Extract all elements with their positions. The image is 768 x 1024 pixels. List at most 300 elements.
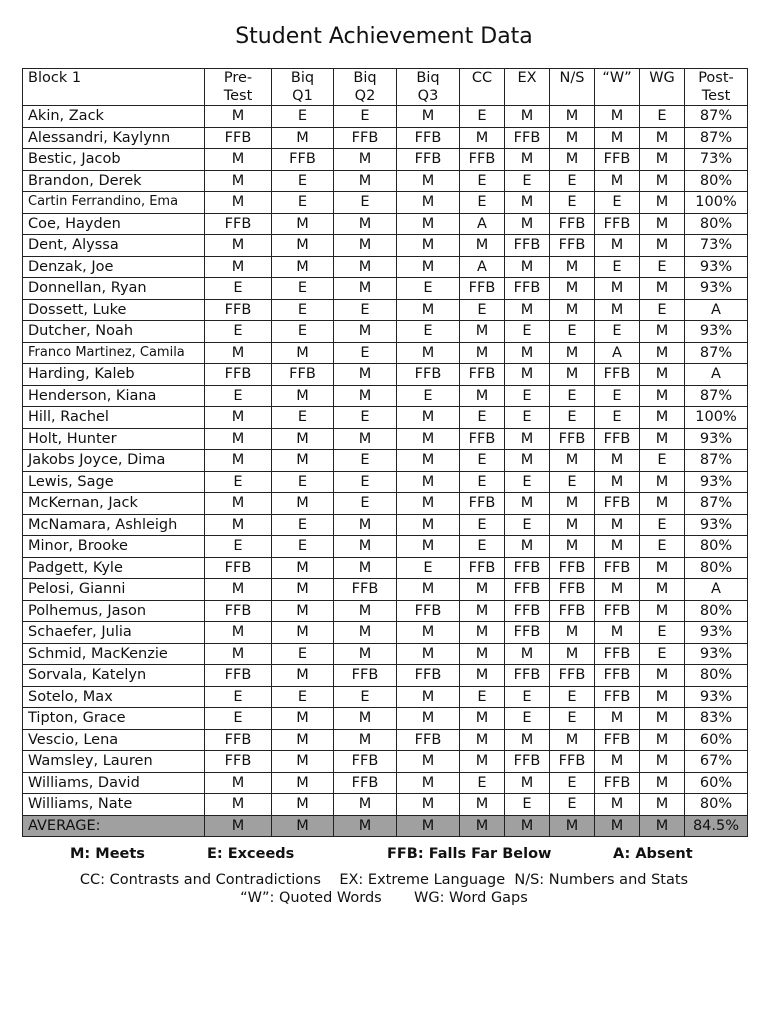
grade-cell: M (397, 514, 460, 536)
column-header (460, 69, 505, 106)
grade-cell: E (334, 471, 397, 493)
column-header-line: WG (649, 70, 675, 86)
post-test-cell: 80% (685, 213, 748, 235)
grade-cell: M (460, 708, 505, 730)
grade-cell: E (272, 643, 334, 665)
student-name: Dossett, Luke (23, 299, 205, 321)
grade-cell: E (460, 536, 505, 558)
grade-cell: FFB (505, 622, 550, 644)
grade-cell: FFB (505, 579, 550, 601)
grade-cell: M (397, 815, 460, 837)
grade-cell: M (505, 815, 550, 837)
grade-cell: A (460, 256, 505, 278)
post-test-cell: 93% (685, 514, 748, 536)
grade-cell: E (550, 170, 595, 192)
grade-cell: E (334, 192, 397, 214)
grade-cell: M (397, 213, 460, 235)
grade-cell: M (397, 428, 460, 450)
post-test-cell: 87% (685, 493, 748, 515)
grade-cell: M (595, 514, 640, 536)
column-header-line: Pre- (223, 70, 253, 86)
grade-cell: M (397, 772, 460, 794)
grade-cell: E (595, 256, 640, 278)
grade-cell: M (334, 321, 397, 343)
grade-cell: M (205, 192, 272, 214)
grade-cell: E (460, 192, 505, 214)
grade-cell: M (272, 600, 334, 622)
grade-cell: M (640, 385, 685, 407)
grade-cell: FFB (460, 428, 505, 450)
student-name: Williams, Nate (23, 794, 205, 816)
grade-cell: M (397, 170, 460, 192)
grade-cell: FFB (460, 364, 505, 386)
grade-cell: E (640, 450, 685, 472)
grade-cell: FFB (550, 235, 595, 257)
grade-cell: M (460, 579, 505, 601)
student-row (23, 149, 748, 171)
grade-cell: E (505, 407, 550, 429)
grade-cell: M (550, 342, 595, 364)
grade-cell: M (460, 794, 505, 816)
grade-cell: M (205, 643, 272, 665)
column-header-line: N/S (559, 70, 585, 86)
grade-cell: M (505, 256, 550, 278)
grade-cell: M (397, 235, 460, 257)
student-row (23, 256, 748, 278)
grade-cell: E (595, 407, 640, 429)
grade-cell: E (640, 536, 685, 558)
student-row (23, 729, 748, 751)
column-header-line: Post- (698, 70, 734, 86)
grade-cell: E (640, 256, 685, 278)
grade-cell: E (205, 321, 272, 343)
post-test-cell: 80% (685, 557, 748, 579)
column-header-line: “W” (602, 70, 632, 86)
legend-absent: A: Absent (613, 846, 693, 862)
student-row (23, 321, 748, 343)
grade-cell: M (334, 256, 397, 278)
post-test-cell: 93% (685, 321, 748, 343)
header-row (23, 69, 748, 106)
grade-cell: M (272, 557, 334, 579)
grade-cell: M (334, 643, 397, 665)
grade-cell: M (505, 364, 550, 386)
grade-cell: M (334, 815, 397, 837)
grade-cell: E (550, 321, 595, 343)
grade-cell: M (505, 192, 550, 214)
grade-cell: M (505, 493, 550, 515)
grade-cell: M (460, 342, 505, 364)
grade-cell: M (205, 794, 272, 816)
student-row (23, 557, 748, 579)
student-row (23, 170, 748, 192)
column-header (550, 69, 595, 106)
grade-cell: E (272, 407, 334, 429)
grade-cell: FFB (334, 579, 397, 601)
post-test-cell: 93% (685, 471, 748, 493)
grade-cell: FFB (397, 665, 460, 687)
grade-cell: E (505, 794, 550, 816)
grade-cell: E (460, 471, 505, 493)
post-test-cell: 100% (685, 192, 748, 214)
grade-cell: M (550, 729, 595, 751)
grade-cell: M (640, 428, 685, 450)
grade-cell: M (205, 815, 272, 837)
grade-cell: E (205, 471, 272, 493)
student-row (23, 622, 748, 644)
grade-cell: FFB (550, 665, 595, 687)
grade-cell: E (505, 514, 550, 536)
student-row (23, 450, 748, 472)
grade-cell: M (460, 127, 505, 149)
grade-cell: M (505, 213, 550, 235)
student-name: Cartin Ferrandino, Ema (23, 192, 205, 214)
grade-cell: E (550, 407, 595, 429)
grade-cell: M (505, 299, 550, 321)
grade-cell: M (595, 235, 640, 257)
grade-cell: M (205, 342, 272, 364)
grade-cell: M (205, 622, 272, 644)
post-test-cell: 73% (685, 149, 748, 171)
column-header-line: Biq (290, 70, 315, 86)
grade-cell: M (595, 708, 640, 730)
student-name: Sorvala, Katelyn (23, 665, 205, 687)
grade-cell: M (550, 643, 595, 665)
grade-cell: M (640, 235, 685, 257)
grade-cell: FFB (205, 557, 272, 579)
grade-cell: M (640, 278, 685, 300)
grade-cell: E (460, 106, 505, 128)
grade-cell: M (334, 149, 397, 171)
grade-cell: E (550, 385, 595, 407)
student-row (23, 428, 748, 450)
grade-cell: M (640, 557, 685, 579)
abbreviations-line-1: CC: Contrasts and Contradictions EX: Extreme Language N/S: Numbers and Stats (79, 872, 689, 888)
grade-cell: FFB (550, 600, 595, 622)
grade-cell: FFB (205, 299, 272, 321)
student-row (23, 665, 748, 687)
post-test-cell: 84.5% (685, 815, 748, 837)
grade-cell: M (640, 364, 685, 386)
student-name: Holt, Hunter (23, 428, 205, 450)
grade-cell: M (205, 450, 272, 472)
grade-cell: M (640, 772, 685, 794)
column-header (595, 69, 640, 106)
post-test-cell: 87% (685, 450, 748, 472)
grade-cell: E (334, 342, 397, 364)
student-name: McNamara, Ashleigh (23, 514, 205, 536)
grade-cell: M (397, 450, 460, 472)
grade-cell: M (272, 127, 334, 149)
student-name: Sotelo, Max (23, 686, 205, 708)
grade-cell: FFB (272, 364, 334, 386)
grade-cell: M (595, 751, 640, 773)
grade-cell: M (640, 751, 685, 773)
grade-cell: M (505, 428, 550, 450)
grade-cell: M (595, 450, 640, 472)
post-test-cell: 93% (685, 643, 748, 665)
grade-cell: M (640, 149, 685, 171)
student-name: Brandon, Derek (23, 170, 205, 192)
grade-cell: FFB (397, 149, 460, 171)
grade-cell: E (272, 278, 334, 300)
student-name: Wamsley, Lauren (23, 751, 205, 773)
grade-cell: E (272, 471, 334, 493)
grade-cell: M (595, 622, 640, 644)
grade-cell: E (334, 493, 397, 515)
grade-cell: M (460, 815, 505, 837)
grade-cell: FFB (505, 665, 550, 687)
grade-cell: E (272, 170, 334, 192)
post-test-cell: 60% (685, 772, 748, 794)
grade-cell: FFB (595, 686, 640, 708)
grade-cell: M (505, 450, 550, 472)
grade-cell: E (460, 299, 505, 321)
grade-cell: E (460, 514, 505, 536)
grade-cell: E (505, 321, 550, 343)
column-header (505, 69, 550, 106)
student-name: Denzak, Joe (23, 256, 205, 278)
column-header-line: Q1 (292, 88, 313, 104)
post-test-cell: 73% (685, 235, 748, 257)
grade-cell: M (397, 579, 460, 601)
grade-cell: FFB (550, 557, 595, 579)
grade-cell: FFB (397, 729, 460, 751)
grade-cell: M (397, 794, 460, 816)
grade-cell: M (272, 213, 334, 235)
page-title: Student Achievement Data (235, 24, 533, 49)
grade-cell: M (640, 815, 685, 837)
post-test-cell: 93% (685, 622, 748, 644)
student-name: Jakobs Joyce, Dima (23, 450, 205, 472)
grade-cell: M (334, 428, 397, 450)
grade-cell: A (595, 342, 640, 364)
legend-exceeds: E: Exceeds (207, 846, 295, 862)
grade-cell: M (272, 450, 334, 472)
student-name: Akin, Zack (23, 106, 205, 128)
grade-cell: FFB (460, 149, 505, 171)
grade-cell: E (595, 192, 640, 214)
grade-cell: M (334, 622, 397, 644)
grade-cell: M (397, 751, 460, 773)
student-name: Vescio, Lena (23, 729, 205, 751)
grade-cell: M (334, 278, 397, 300)
grade-cell: M (640, 686, 685, 708)
grade-cell: E (272, 192, 334, 214)
student-name: Dutcher, Noah (23, 321, 205, 343)
grade-cell: FFB (595, 600, 640, 622)
grade-cell: FFB (550, 751, 595, 773)
grade-cell: E (272, 299, 334, 321)
grade-cell: M (334, 708, 397, 730)
abbreviations-line-2: “W”: Quoted Words WG: Word Gaps (240, 890, 528, 906)
grade-cell: E (460, 686, 505, 708)
grade-cell: FFB (334, 665, 397, 687)
post-test-cell: 93% (685, 686, 748, 708)
grade-cell: E (595, 321, 640, 343)
grade-cell: M (334, 794, 397, 816)
grade-cell: M (272, 235, 334, 257)
grade-cell: FFB (595, 643, 640, 665)
post-test-cell: 87% (685, 385, 748, 407)
post-test-cell: 93% (685, 256, 748, 278)
grade-cell: M (397, 708, 460, 730)
student-name: Bestic, Jacob (23, 149, 205, 171)
grade-cell: FFB (550, 428, 595, 450)
grade-cell: E (272, 106, 334, 128)
student-row (23, 536, 748, 558)
grade-cell: M (640, 213, 685, 235)
grade-cell: M (272, 729, 334, 751)
grade-cell: FFB (595, 772, 640, 794)
grade-cell: E (334, 450, 397, 472)
column-header-line: EX (517, 70, 537, 86)
column-header (23, 69, 205, 106)
student-row (23, 364, 748, 386)
student-name: Minor, Brooke (23, 536, 205, 558)
grade-cell: M (640, 127, 685, 149)
grade-cell: M (272, 665, 334, 687)
student-row (23, 342, 748, 364)
grade-cell: E (550, 192, 595, 214)
grade-cell: M (505, 643, 550, 665)
grade-cell: M (460, 622, 505, 644)
grade-cell: M (272, 342, 334, 364)
post-test-cell: A (685, 364, 748, 386)
column-header (397, 69, 460, 106)
grade-cell: E (397, 278, 460, 300)
grade-cell: M (272, 772, 334, 794)
student-row (23, 794, 748, 816)
grade-cell: FFB (272, 149, 334, 171)
column-header-line: Test (701, 88, 731, 104)
grade-cell: M (595, 794, 640, 816)
grade-cell: FFB (205, 213, 272, 235)
grade-cell: M (460, 385, 505, 407)
grade-cell: A (460, 213, 505, 235)
grade-cell: M (397, 536, 460, 558)
grade-cell: M (640, 192, 685, 214)
grade-cell: M (595, 471, 640, 493)
grade-cell: FFB (397, 600, 460, 622)
grade-cell: M (397, 493, 460, 515)
grade-cell: M (397, 686, 460, 708)
grade-cell: M (397, 299, 460, 321)
grade-cell: M (205, 149, 272, 171)
student-row (23, 385, 748, 407)
grade-cell: M (205, 579, 272, 601)
grade-cell: M (334, 385, 397, 407)
grade-cell: M (460, 665, 505, 687)
grade-cell: M (272, 794, 334, 816)
grade-cell: E (205, 536, 272, 558)
student-row (23, 600, 748, 622)
grade-cell: FFB (205, 127, 272, 149)
grade-cell: M (640, 321, 685, 343)
grade-cell: E (460, 407, 505, 429)
grade-cell: M (460, 600, 505, 622)
grade-cell: M (334, 514, 397, 536)
student-row (23, 106, 748, 128)
grade-cell: M (334, 364, 397, 386)
grade-cell: E (397, 321, 460, 343)
grade-cell: E (272, 686, 334, 708)
grade-cell: E (640, 643, 685, 665)
grade-cell: M (205, 407, 272, 429)
grade-cell: FFB (205, 751, 272, 773)
grade-cell: M (550, 493, 595, 515)
grade-cell: FFB (550, 213, 595, 235)
grade-cell: FFB (397, 364, 460, 386)
post-test-cell: 80% (685, 600, 748, 622)
grade-cell: E (205, 385, 272, 407)
column-header (334, 69, 397, 106)
grade-cell: M (272, 428, 334, 450)
grade-cell: M (550, 514, 595, 536)
grade-cell: M (272, 815, 334, 837)
grade-cell: M (640, 708, 685, 730)
column-header-line: Biq (416, 70, 440, 86)
grade-cell: M (640, 471, 685, 493)
grade-cell: M (205, 256, 272, 278)
column-header (685, 69, 748, 106)
grade-cell: FFB (505, 557, 550, 579)
grade-cell: FFB (205, 729, 272, 751)
grade-cell: M (334, 557, 397, 579)
post-test-cell: 80% (685, 794, 748, 816)
grade-cell: E (640, 622, 685, 644)
column-header-line: Test (223, 88, 253, 104)
student-row (23, 127, 748, 149)
grade-cell: M (640, 600, 685, 622)
student-row (23, 686, 748, 708)
grade-cell: M (334, 170, 397, 192)
grade-cell: M (272, 579, 334, 601)
grade-cell: M (205, 106, 272, 128)
grade-cell: FFB (205, 665, 272, 687)
student-name: Henderson, Kiana (23, 385, 205, 407)
grade-cell: M (640, 342, 685, 364)
grade-cell: M (595, 536, 640, 558)
grade-cell: M (640, 170, 685, 192)
grade-cell: M (550, 364, 595, 386)
grade-cell: E (505, 686, 550, 708)
grade-cell: M (272, 622, 334, 644)
grade-cell: M (397, 622, 460, 644)
post-test-cell: 87% (685, 106, 748, 128)
grade-cell: M (205, 493, 272, 515)
grade-cell: M (550, 536, 595, 558)
grade-cell: FFB (397, 127, 460, 149)
grade-cell: M (550, 127, 595, 149)
grade-cell: E (272, 321, 334, 343)
grade-cell: M (397, 643, 460, 665)
grade-cell: M (640, 493, 685, 515)
student-row (23, 213, 748, 235)
grade-cell: M (550, 278, 595, 300)
grade-cell: M (550, 106, 595, 128)
grade-cell: E (550, 794, 595, 816)
student-row (23, 643, 748, 665)
grade-cell: M (205, 235, 272, 257)
student-name: Pelosi, Gianni (23, 579, 205, 601)
column-header (272, 69, 334, 106)
student-row (23, 471, 748, 493)
grade-cell: E (460, 772, 505, 794)
grade-cell: M (595, 278, 640, 300)
student-row (23, 299, 748, 321)
post-test-cell: 93% (685, 278, 748, 300)
